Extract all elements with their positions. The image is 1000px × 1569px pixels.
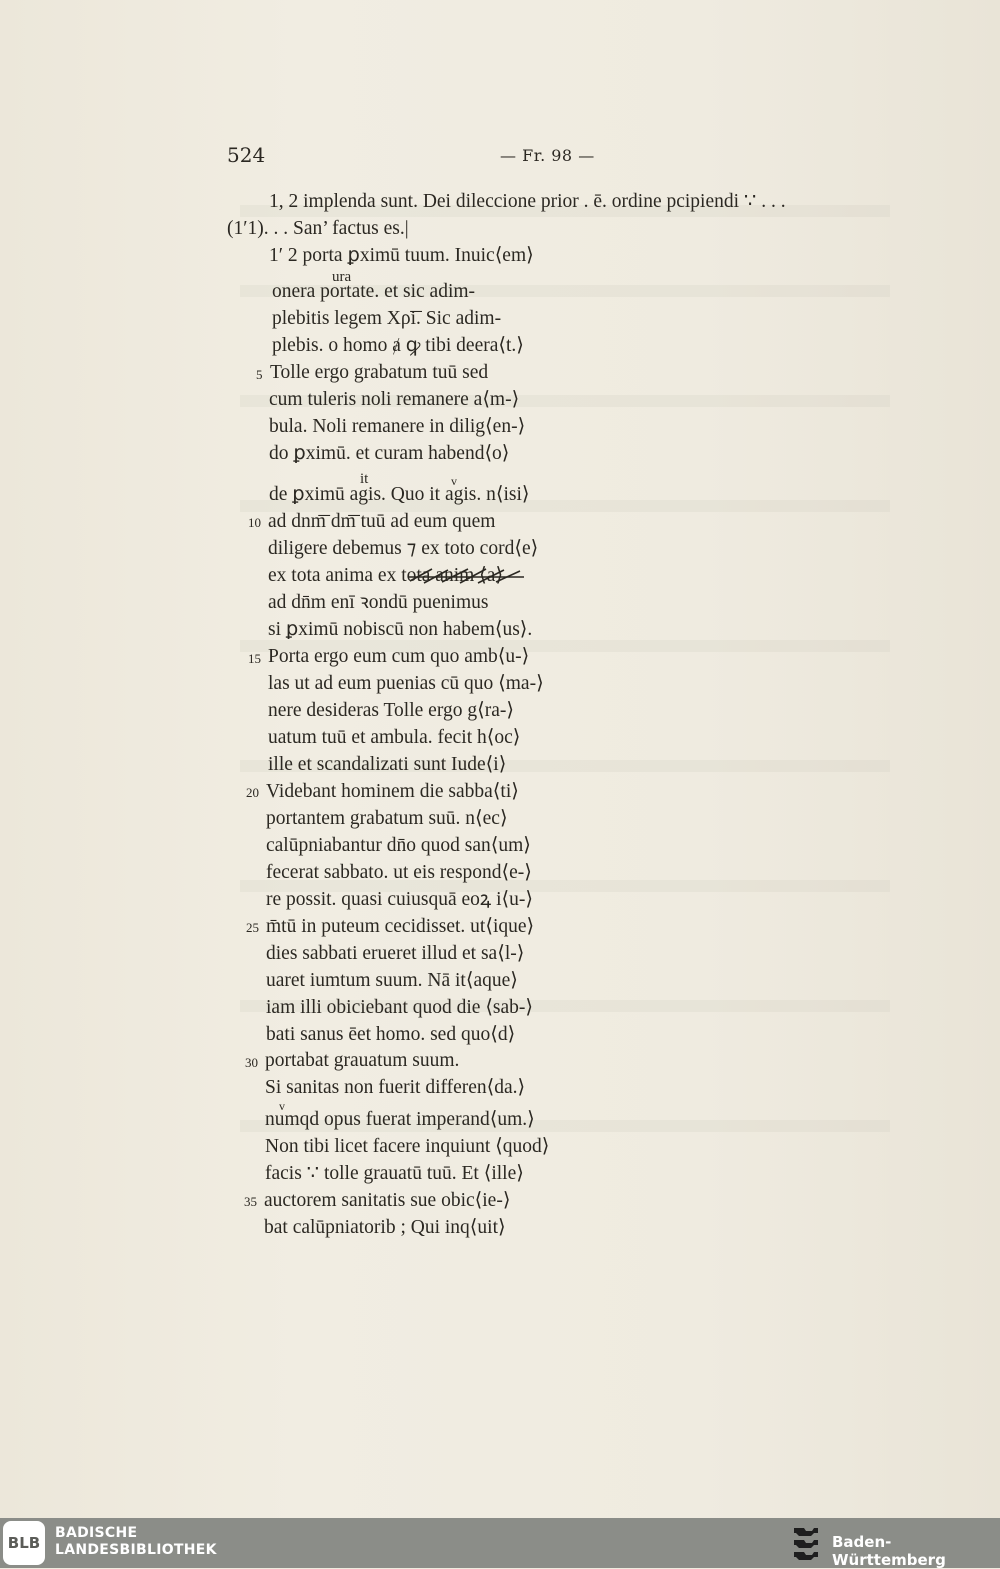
text-line: auctorem sanitatis sue obic⟨ie-⟩ [264,1190,511,1211]
text-line: Tolle ergo grabatum tuū sed [270,362,489,383]
line-number: 15 [248,651,261,666]
text-line: re possit. quasi cuiusquā eoꝝ i⟨u-⟩ [266,889,533,910]
text-line: Videbant hominem die sabba⟨ti⟩ [266,781,519,802]
running-head: — Fr. 98 — [500,146,595,165]
text-line: iam illi obiciebant quod die ⟨sab-⟩ [266,997,534,1018]
line-number: 20 [246,785,259,800]
blb-logo[interactable]: BLB [3,1521,45,1565]
text-line: fecerat sabbato. ut eis respond⟨e-⟩ [266,862,532,883]
text-line: bat calūpniatorib ; Qui inq⟨uit⟩ [264,1217,506,1238]
text-line: facis ∵ tolle grauatū tuū. Et ⟨ille⟩ [265,1163,524,1184]
line-number: 30 [245,1055,258,1070]
interlinear-v: v [279,1099,285,1113]
text-line: nere desideras Tolle ergo g⟨ra-⟩ [268,700,514,721]
interlinear-v: v [451,474,457,488]
text-line: Si sanitas non fuerit differen⟨da.⟩ [265,1077,526,1098]
text-line: plebitis legem Xρ͞i. Sic adim- [272,308,502,329]
blb-name-line1: BADISCHE [55,1525,138,1541]
text-line: 1′ 2 porta ꝑximū tuum. Inuic⟨em⟩ [269,245,534,266]
text-line: diligere debemus ⁊ ex toto cord⟨e⟩ [268,538,539,559]
strikethrough-mark [408,563,528,589]
text-line: calūpniabantur dn̄o quod san⟨um⟩ [266,835,531,856]
text-line: do ꝑximū. et curam habend⟨o⟩ [269,443,510,464]
text-line: plebis. o homo ⱥ ꝙ tibi deera⟨t.⟩ [272,335,524,356]
text-line: ex tota anima ex tota anim ⟨a⟩ [268,565,504,586]
line-number: 25 [246,920,259,935]
text-line: las ut ad eum puenias cū quo ⟨ma-⟩ [268,673,544,694]
text-line: cum tuleris noli remanere a⟨m-⟩ [269,389,520,410]
text-line: onera portate. et sic adim- [272,281,476,302]
page-number: 524 [227,143,266,167]
text-line: dies sabbati erueret illud et sa⟨l-⟩ [266,943,525,964]
line-number: 35 [244,1194,257,1209]
interlinear-ura: ura [332,269,352,285]
text-line: de ꝑximū agis. Quo it agis. n⟨isi⟩ [269,484,530,505]
text-line: m̄tū in puteum cecidisset. ut⟨ique⟩ [266,916,535,937]
text-line: bati sanus ēet homo. sed quo⟨d⟩ [266,1024,516,1045]
text-line: Porta ergo eum cum quo amb⟨u-⟩ [268,646,530,667]
bw-name[interactable]: Baden-Württemberg [832,1533,946,1569]
text-line: portabat grauatum suum. [265,1050,460,1071]
text-line: ad dn̄m enī ꝛondū puenimus [268,592,489,613]
text-line: Non tibi licet facere inquiunt ⟨quod⟩ [265,1136,550,1157]
text-line: bula. Noli remanere in dilig⟨en-⟩ [269,416,526,437]
blb-name-line2: LANDESBIBLIOTHEK [55,1542,217,1558]
text-line: numqd opus fuerat imperand⟨um.⟩ [265,1109,535,1130]
text-line: uaret iumtum suum. Nā it⟨aque⟩ [266,970,518,991]
text-line: uatum tuū et ambula. fecit h⟨oc⟩ [268,727,521,748]
bw-lions-icon [790,1524,824,1562]
text-line: ille et scandalizati sunt Iude⟨i⟩ [268,754,507,775]
text-line: portantem grabatum suū. n⟨ec⟩ [266,808,508,829]
interlinear-it: it [360,471,369,487]
line-number: 10 [248,515,261,530]
text-line: (1′1). . . San’ factus es.| [227,218,409,239]
text-line: 1, 2 implenda sunt. Dei dileccione prior . ē. ordine pcipiendi ∵ . . . [269,191,786,212]
blb-name[interactable] [55,1525,217,1559]
text-line: si ꝑximū nobiscū non habem⟨us⟩. [268,619,533,640]
text-line: ad dnm͞ dm͞ tuū ad eum quem [268,511,496,532]
line-number: 5 [256,367,263,382]
